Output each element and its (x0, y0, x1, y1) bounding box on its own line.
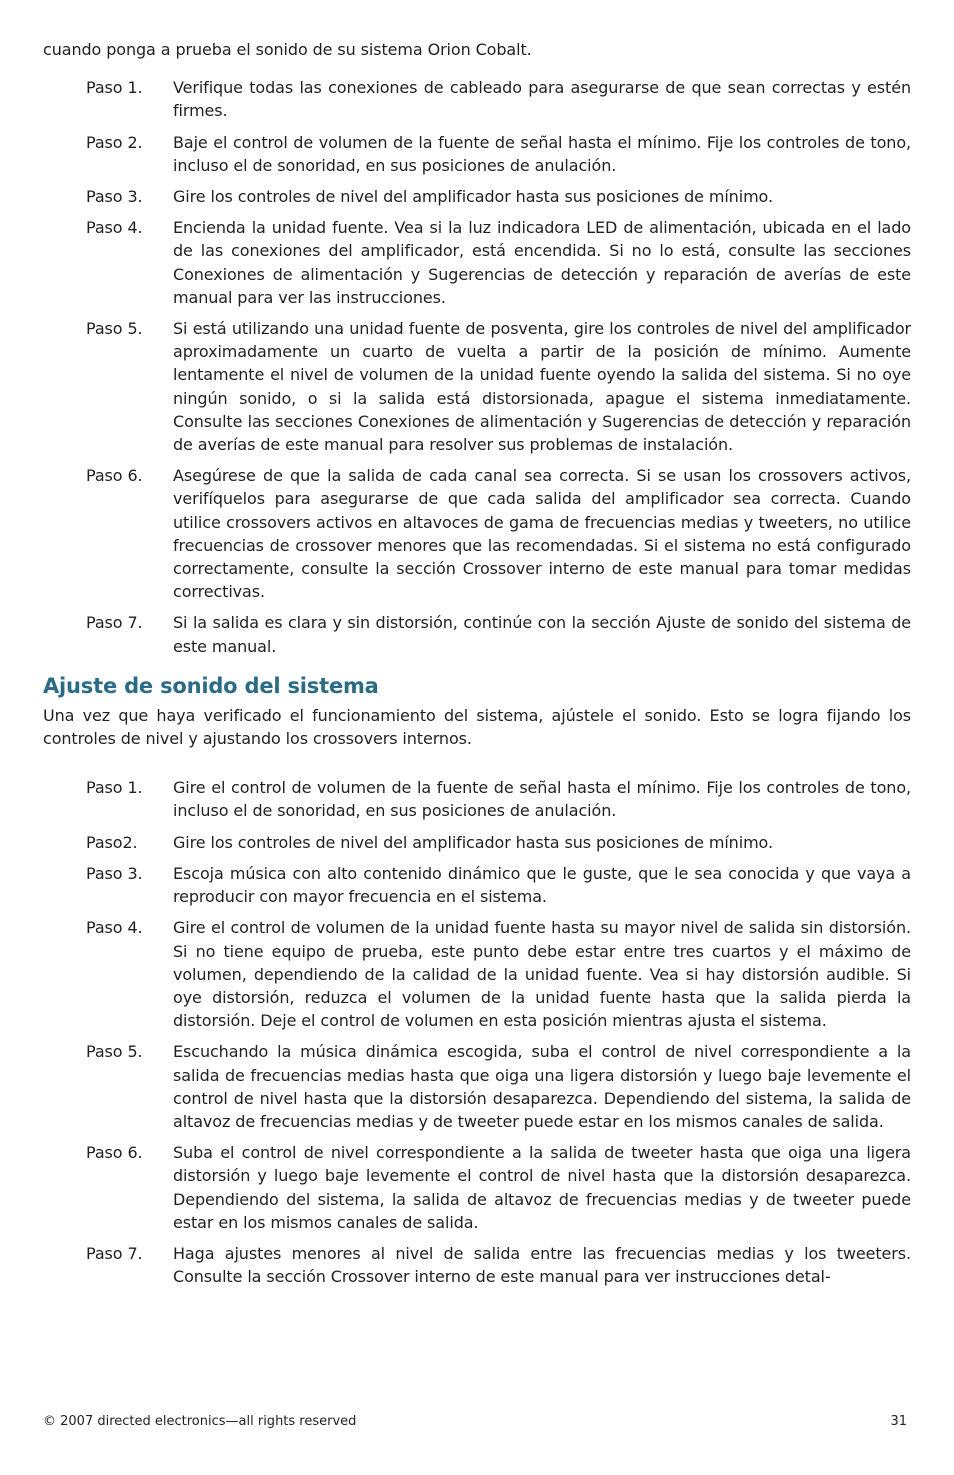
step-text: Baje el control de volumen de la fuente de señal hasta el mínimo. Fije los controles de tono, incluso el de sonoridad, en sus posiciones de anulación. (173, 132, 911, 175)
step-text: Escuchando la música dinámica escogida, suba el control de nivel correspondiente a la salida de frecuencias medias hasta que oiga una ligera distorsión y luego baje levemente el control de nivel hasta que la distorsión desaparezca. Dependiendo del sistema, la salida de altavoz de frecuencias medias y de tweeter puede estar en los mismos canales de salida. (173, 1042, 911, 1131)
step-text: Gire los controles de nivel del amplificador hasta sus posiciones de mínimo. (173, 832, 773, 852)
test-step (43, 464, 911, 603)
page-content (43, 38, 911, 1296)
test-step (43, 185, 911, 208)
step-label: Paso 7. (86, 1243, 143, 1263)
tune-step (43, 776, 911, 822)
step-label: Paso2. (86, 832, 138, 852)
step-text: Haga ajustes menores al nivel de salida entre las frecuencias medias y los tweeters. Consulte la sección Crossover interno de este manual para ver instrucciones detal- (173, 1243, 911, 1287)
step-label: Paso 3. (86, 863, 143, 883)
test-step (43, 131, 911, 177)
section-intro-paragraph: Una vez que haya verificado el funcionamiento del sistema, ajústele el sonido. Esto se logra fijando los controles de nivel y ajustando los crossovers internos. (43, 705, 911, 749)
step-text: Escoja música con alto contenido dinámico que le guste, que le sea conocida y que vaya a reproducir con mayor frecuencia en el sistema. (173, 863, 911, 907)
step-text: Verifique todas las conexiones de cableado para asegurarse de que sean correctas y estén firmes. (173, 78, 911, 121)
test-step (43, 611, 911, 657)
step-text: Si la salida es clara y sin distorsión, continúe con la sección Ajuste de sonido del sistema de este manual. (173, 613, 911, 656)
test-steps-list (43, 76, 911, 658)
step-label: Paso 1. (86, 778, 143, 798)
tune-step (43, 1242, 911, 1288)
step-label: Paso 1. (86, 78, 143, 98)
tune-step (43, 916, 911, 1032)
step-label: Paso 7. (86, 613, 143, 633)
tune-step (43, 831, 911, 854)
tune-step (43, 862, 911, 908)
step-text: Suba el control de nivel correspondiente a la salida de tweeter hasta que oiga una ligera distorsión y luego baje levemente el control de nivel hasta que la distorsión desaparezca. Dependiendo del sistema, la salida de altavoz de frecuencias medias y de tweeter puede estar en los mismos canales de salida. (173, 1143, 911, 1232)
step-text: Gire los controles de nivel del amplificador hasta sus posiciones de mínimo. (173, 187, 773, 207)
step-text: Asegúrese de que la salida de cada canal sea correcta. Si se usan los crossovers activos, verifíquelos para asegurarse de que cada salida del amplificador sea correcta. Cuando utilice crossovers activos en altavoces de gama de frecuencias medias y tweeters, no utilice frecuencias de crossover menores que las recomendadas. Si el sistema no está configurado correctamente, consulte la sección Crossover interno de este manual para tomar medidas correctivas. (173, 466, 911, 602)
copyright-text: © 2007 directed electronics—all rights reserved (43, 1414, 357, 1429)
intro-paragraph: cuando ponga a prueba el sonido de su sistema Orion Cobalt. (43, 40, 532, 59)
step-label: Paso 5. (86, 1042, 143, 1062)
step-label: Paso 4. (86, 918, 143, 938)
step-label: Paso 4. (86, 218, 143, 238)
test-step (43, 216, 911, 309)
step-text: Encienda la unidad fuente. Vea si la luz indicadora LED de alimentación, ubicada en el lado de las conexiones del amplificador, está encendida. Si no lo está, consulte las secciones Conexiones de alimentación y Sugerencias de detección y reparación de averías de este manual para ver las instrucciones. (173, 218, 911, 307)
section-heading: Ajuste de sonido del sistema (43, 673, 379, 698)
page-footer (43, 1413, 907, 1431)
step-label: Paso 6. (86, 466, 143, 486)
test-step (43, 76, 911, 122)
test-step (43, 317, 911, 456)
step-label: Paso 5. (86, 319, 143, 339)
tune-step (43, 1141, 911, 1234)
step-label: Paso 2. (86, 132, 143, 152)
step-label: Paso 3. (86, 187, 143, 207)
step-label: Paso 6. (86, 1143, 143, 1163)
page-number: 31 (890, 1414, 907, 1429)
tune-steps-list (43, 776, 911, 1288)
step-text: Gire el control de volumen de la fuente de señal hasta el mínimo. Fije los controles de tono, incluso el de sonoridad, en sus posiciones de anulación. (173, 778, 911, 821)
tune-step (43, 1040, 911, 1133)
step-text: Si está utilizando una unidad fuente de posventa, gire los controles de nivel del amplificador aproximadamente un cuarto de vuelta a partir de la posición de mínimo. Aumente lentamente el nivel de volumen de la unidad fuente oyendo la salida del sistema. Si no oye ningún sonido, o si la salida está distorsionada, apague el sistema inmediatamente. Consulte las secciones Conexiones de alimentación y Sugerencias de detección y reparación de averías de este manual para resolver sus problemas de instalación. (173, 319, 911, 455)
step-text: Gire el control de volumen de la unidad fuente hasta su mayor nivel de salida sin distorsión. Si no tiene equipo de prueba, este punto debe estar entre tres cuartos y el máximo de volumen, dependiendo de la calidad de la unidad fuente. Vea si hay distorsión audible. Si oye distorsión, reduzca el volumen de la unidad fuente hasta que la salida pierda la distorsión. Deje el control de volumen en esta posición mientras ajusta el sistema. (173, 918, 911, 1031)
